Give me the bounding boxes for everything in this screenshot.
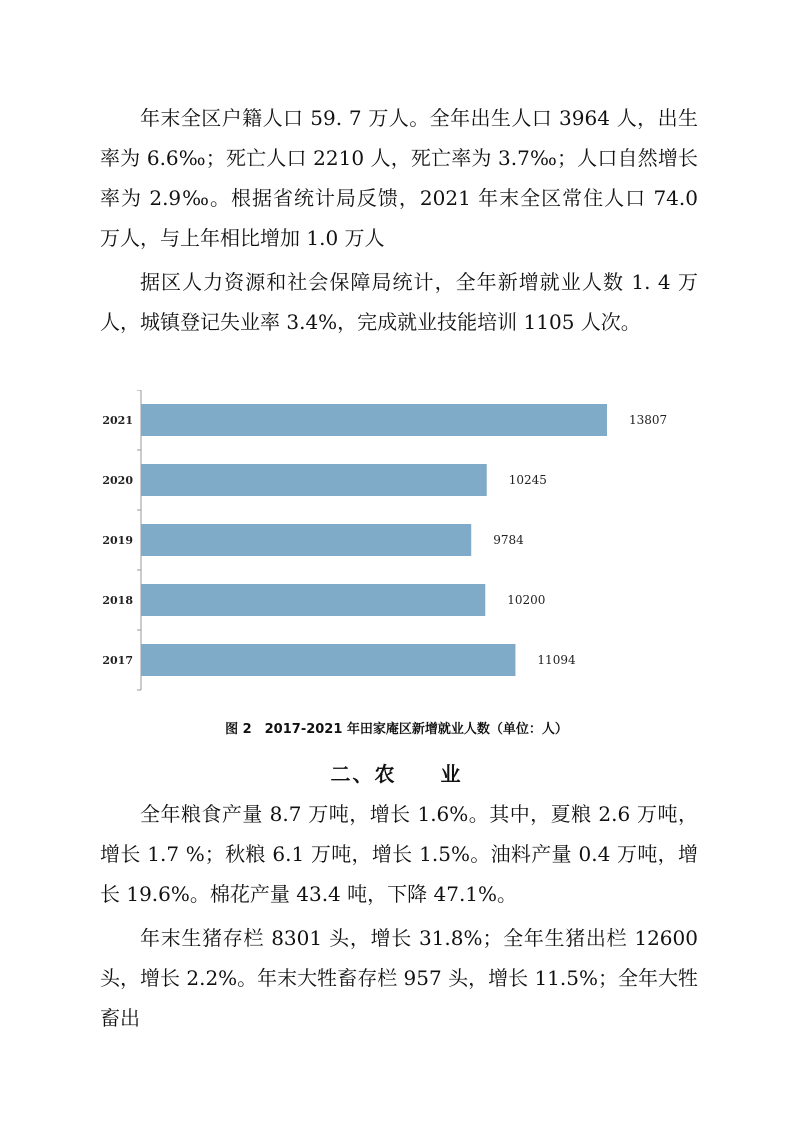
- value-label-2019: 9784: [493, 533, 524, 547]
- bar-2019: [141, 524, 471, 556]
- chart-bars: [141, 404, 607, 676]
- figure-caption: 图 2 2017-2021 年田家庵区新增就业人数（单位：人）: [225, 722, 568, 737]
- value-label-2020: 10245: [508, 473, 547, 487]
- employment-paragraph: 据区人力资源和社会保障局统计，全年新增就业人数 1. 4 万人，城镇登记失业率 3.4%，完成就业技能培训 1105 人次。: [100, 270, 698, 334]
- grain-paragraph: 全年粮食产量 8.7 万吨，增长 1.6%。其中，夏粮 2.6 万吨，增长 1.7 %；秋粮 6.1 万吨，增长 1.5%。油料产量 0.4 万吨，增长 19.6%。棉花产量 43.4 吨，下降 47.1%。: [100, 802, 698, 906]
- tick-label-2021: 2021: [102, 414, 133, 427]
- livestock-paragraph: 年末生猪存栏 8301 头，增长 31.8%；全年生猪出栏 12600 头，增长 2.2%。年末大牲畜存栏 957 头，增长 11.5%；全年大牲畜出: [100, 926, 698, 1030]
- bar-2021: [141, 404, 607, 436]
- tick-label-2019: 2019: [102, 534, 133, 547]
- value-label-2017: 11094: [537, 653, 576, 667]
- tick-label-2018: 2018: [102, 594, 133, 607]
- section-heading: 二、农 业: [330, 762, 463, 786]
- value-label-2018: 10200: [507, 593, 546, 607]
- tick-label-2017: 2017: [102, 654, 133, 667]
- bar-2018: [141, 584, 485, 616]
- population-paragraph: 年末全区户籍人口 59. 7 万人。全年出生人口 3964 人，出生率为 6.6‰；死亡人口 2210 人，死亡率为 3.7‰；人口自然增长率为 2.9‰。根据省统计局反馈，2021 年末全区常住人口 74.0 万人，与上年相比增加 1.0 万人: [100, 106, 698, 250]
- chart-axis: [137, 390, 141, 690]
- bar-2020: [141, 464, 487, 496]
- value-label-2021: 13807: [629, 413, 668, 427]
- employment-bar-chart: [95, 390, 715, 695]
- bar-2017: [141, 644, 515, 676]
- tick-label-2020: 2020: [102, 474, 133, 487]
